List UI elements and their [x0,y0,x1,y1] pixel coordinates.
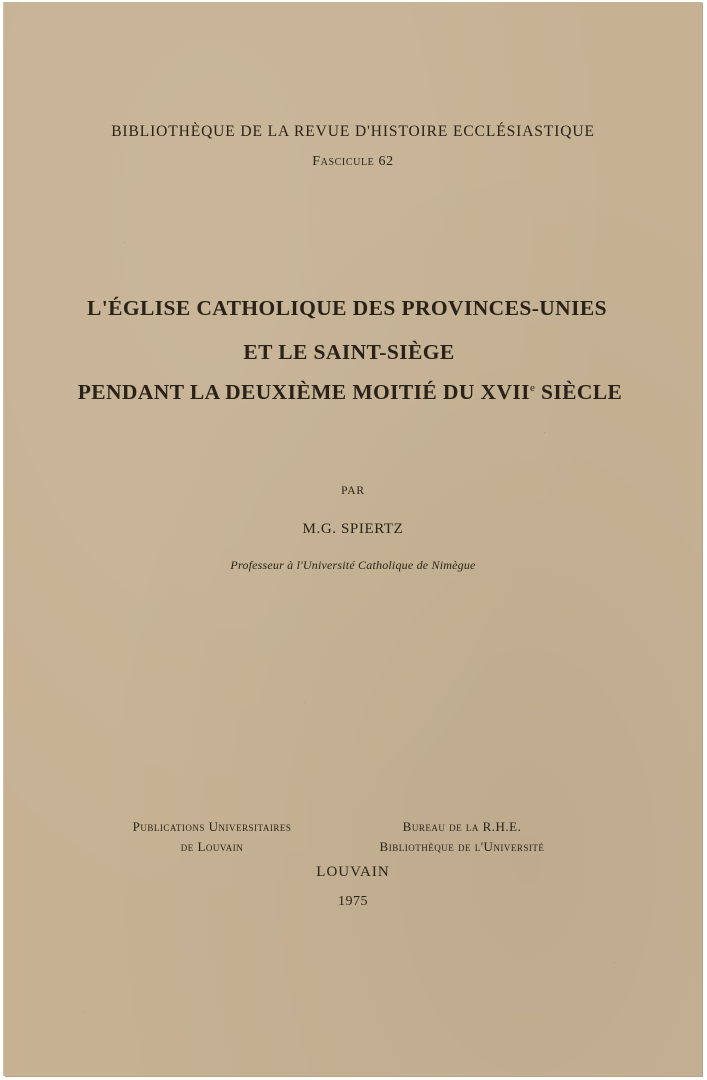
paper-fleck [614,962,615,963]
century-superscript: e [529,382,536,394]
book-cover [4,2,702,1076]
book-title-line-3 [1,380,699,405]
publisher-right-line-1: Bureau de la R.H.E. [402,819,522,834]
publisher-right-line-2: Bibliothèque de l'Université [379,839,545,854]
by-label: PAR [341,485,365,497]
series-title: BIBLIOTHÈQUE DE LA REVUE D'HISTOIRE ECCLÉSIASTIQUE [111,123,595,140]
publication-city: LOUVAIN [316,864,390,880]
author-name: M.G. SPIERTZ [302,521,404,537]
title-line-3-main: PENDANT LA DEUXIÈME MOITIÉ DU XVII [77,380,530,404]
publisher-left-line-2: de Louvain [180,839,244,854]
paper-fleck [124,242,125,243]
book-title-line-1: L'ÉGLISE CATHOLIQUE DES PROVINCES-UNIES [87,296,607,320]
publication-year: 1975 [338,894,368,909]
fascicule-number: Fascicule 62 [312,154,394,169]
author-affiliation: Professeur à l'Université Catholique de Nimègue [230,558,476,572]
paper-fleck [84,1012,85,1013]
paper-fleck [544,432,545,433]
title-line-3-end: SIÈCLE [535,380,623,404]
book-title-line-2: ET LE SAINT-SIÈGE [243,340,455,364]
paper-fleck [304,702,305,703]
publisher-left-line-1: Publications Universitaires [132,819,292,834]
